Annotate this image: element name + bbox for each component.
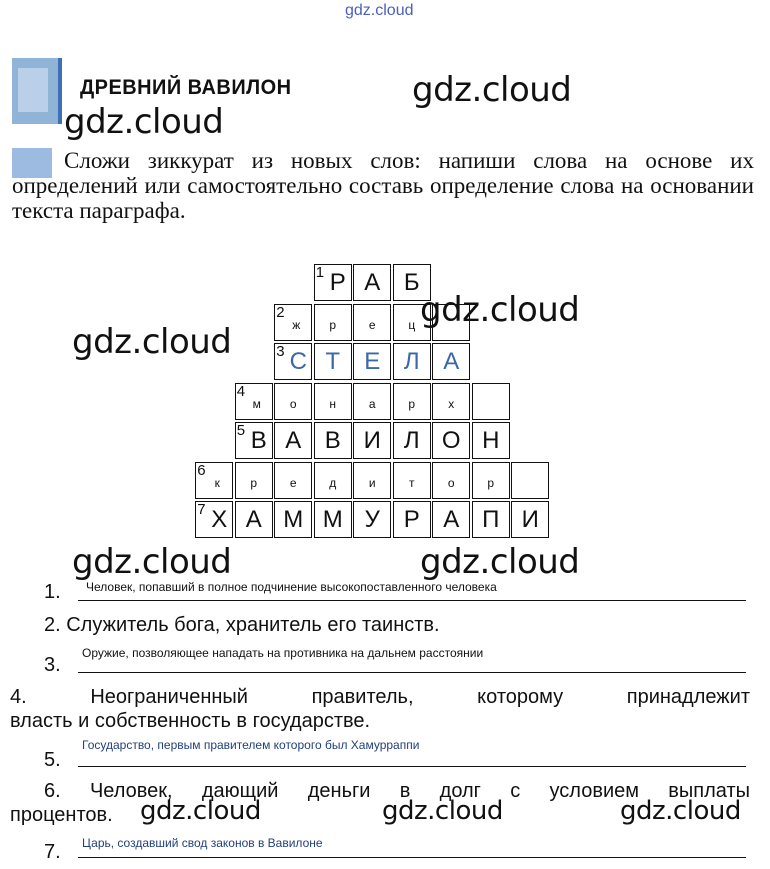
- crossword-cell[interactable]: [314, 304, 352, 341]
- watermark: gdz.cloud: [72, 322, 232, 362]
- crossword-cell[interactable]: [314, 501, 352, 538]
- definition-2: 2. Служитель бога, хранитель его таинств.: [44, 614, 440, 636]
- cell-letter: М: [283, 506, 304, 533]
- crossword-cell[interactable]: [235, 383, 273, 420]
- crossword-cell[interactable]: [353, 343, 391, 380]
- cell-letter: О: [441, 427, 461, 454]
- cell-letter: С: [289, 348, 307, 375]
- crossword-cell[interactable]: [274, 501, 312, 538]
- definition-6-line-1: 6. Человек, дающий деньги в долг с условием выплаты: [44, 780, 750, 802]
- definition-6-line-2: процентов.: [10, 804, 113, 826]
- crossword-cell[interactable]: [393, 422, 431, 459]
- def-number-1: 1.: [44, 581, 61, 603]
- cell-letter: Н: [482, 427, 500, 454]
- crossword-cell[interactable]: [432, 501, 470, 538]
- cell-letter: к: [214, 475, 220, 490]
- definition-4-line-2: власть и собственность в государстве.: [10, 710, 371, 732]
- cell-letter: и: [368, 475, 376, 490]
- cell-letter: Е: [364, 348, 381, 375]
- crossword-cell[interactable]: [472, 462, 510, 499]
- crossword-cell[interactable]: [353, 462, 391, 499]
- cell-letter: Р: [329, 269, 346, 296]
- cell-letter: Л: [403, 348, 420, 375]
- crossword-cell[interactable]: [195, 501, 233, 538]
- watermark: gdz.cloud: [412, 70, 572, 110]
- watermark: gdz.cloud: [420, 290, 580, 330]
- cell-letter: И: [363, 427, 381, 454]
- def-number-7: 7.: [44, 841, 61, 863]
- crossword-cell[interactable]: [432, 343, 470, 380]
- crossword-cell[interactable]: [393, 501, 431, 538]
- crossword-cell[interactable]: [353, 422, 391, 459]
- watermark-top: gdz.cloud: [345, 2, 414, 19]
- crossword-cell[interactable]: [353, 264, 391, 301]
- cell-letter: Л: [403, 427, 420, 454]
- task-text: Сложи зиккурат из новых слов: напиши слова на основе их определений или самостоятельно составь определение слова на основании текста параграфа.: [12, 148, 754, 223]
- cell-letter: А: [443, 348, 460, 375]
- watermark: gdz.cloud: [72, 542, 232, 582]
- cell-letter: р: [408, 396, 416, 411]
- cell-letter: х: [448, 396, 455, 411]
- row-number: 6: [197, 461, 206, 479]
- def-number-3: 3.: [44, 654, 61, 676]
- crossword-cell[interactable]: [314, 383, 352, 420]
- cell-letter: р: [329, 317, 337, 332]
- cell-letter: р: [250, 475, 258, 490]
- crossword-cell[interactable]: [314, 343, 352, 380]
- row-number: 2: [276, 303, 285, 321]
- crossword-cell[interactable]: [274, 304, 312, 341]
- crossword-cell[interactable]: [235, 422, 273, 459]
- crossword-cell[interactable]: [274, 383, 312, 420]
- answer-line-1: [78, 600, 746, 601]
- answer-line-3: [78, 672, 746, 673]
- cell-letter: Р: [403, 506, 420, 533]
- cell-letter: П: [482, 506, 500, 533]
- cell-letter: д: [329, 475, 337, 490]
- watermark: gdz.cloud: [420, 542, 580, 582]
- answer-1[interactable]: Человек, попавший в полное подчинение высокопоставленного человека: [86, 580, 497, 594]
- cell-letter: А: [285, 427, 302, 454]
- crossword-cell[interactable]: [274, 343, 312, 380]
- cell-letter: А: [245, 506, 262, 533]
- cell-letter: У: [364, 506, 380, 533]
- answer-line-7: [78, 857, 746, 858]
- crossword-cell[interactable]: [314, 264, 352, 301]
- cell-letter: Х: [211, 506, 228, 533]
- row-number: 3: [276, 343, 285, 360]
- answer-7[interactable]: Царь, создавший свод законов в Вавилоне: [82, 836, 323, 850]
- cell-letter: а: [368, 396, 376, 411]
- crossword-cell[interactable]: [472, 422, 510, 459]
- cell-letter: е: [368, 317, 376, 332]
- watermark: gdz.cloud: [382, 796, 503, 826]
- cell-letter: А: [364, 269, 381, 296]
- cell-letter: ж: [292, 317, 301, 332]
- crossword-cell[interactable]: [511, 501, 549, 538]
- crossword-cell[interactable]: [314, 422, 352, 459]
- crossword-cell[interactable]: [235, 501, 273, 538]
- crossword-cell[interactable]: [472, 383, 510, 420]
- crossword-cell[interactable]: [235, 462, 273, 499]
- crossword-cell[interactable]: [472, 501, 510, 538]
- crossword-cell[interactable]: [393, 462, 431, 499]
- def-number-5: 5.: [44, 749, 61, 771]
- row-number: 5: [236, 422, 246, 439]
- row-number: 4: [236, 382, 246, 400]
- definition-4-line-1: 4. Неограниченный правитель, которому принадлежит: [10, 686, 750, 708]
- crossword-cell[interactable]: [274, 462, 312, 499]
- row-number: 1: [315, 264, 325, 281]
- crossword-cell[interactable]: [432, 462, 470, 499]
- crossword-cell[interactable]: [393, 343, 431, 380]
- crossword-cell[interactable]: [432, 383, 470, 420]
- answer-3[interactable]: Оружие, позволяющее нападать на противника на дальнем расстоянии: [82, 646, 484, 660]
- crossword-cell[interactable]: [353, 501, 391, 538]
- watermark: gdz.cloud: [620, 796, 741, 826]
- cell-letter: В: [324, 427, 341, 454]
- crossword-cell[interactable]: [353, 304, 391, 341]
- cell-letter: ц: [408, 317, 416, 332]
- cell-letter: о: [447, 475, 455, 490]
- cell-letter: м: [252, 396, 261, 411]
- cell-letter: т: [409, 475, 415, 490]
- cell-letter: р: [487, 475, 495, 490]
- cell-letter: Б: [403, 269, 420, 296]
- crossword-cell[interactable]: [511, 462, 549, 499]
- crossword-cell[interactable]: [274, 422, 312, 459]
- cell-letter: Т: [325, 348, 341, 375]
- crossword-cell[interactable]: [314, 462, 352, 499]
- crossword-cell[interactable]: [353, 383, 391, 420]
- answer-5[interactable]: Государство, первым правителем которого был Хамурраппи: [82, 738, 420, 752]
- watermark: gdz.cloud: [140, 796, 261, 826]
- cell-letter: И: [521, 506, 539, 533]
- answer-line-5: [78, 766, 746, 767]
- row-number: 7: [197, 501, 206, 518]
- crossword-cell[interactable]: [432, 422, 470, 459]
- section-badge: [12, 58, 62, 124]
- cell-letter: М: [322, 506, 343, 533]
- section-title: ДРЕВНИЙ ВАВИЛОН: [80, 76, 292, 99]
- cell-letter: н: [329, 396, 337, 411]
- crossword-cell[interactable]: [393, 383, 431, 420]
- watermark: gdz.cloud: [64, 102, 224, 142]
- cell-letter: В: [250, 427, 267, 454]
- crossword-cell[interactable]: [195, 462, 233, 499]
- cell-letter: А: [443, 506, 460, 533]
- cell-letter: е: [289, 475, 297, 490]
- cell-letter: о: [289, 396, 297, 411]
